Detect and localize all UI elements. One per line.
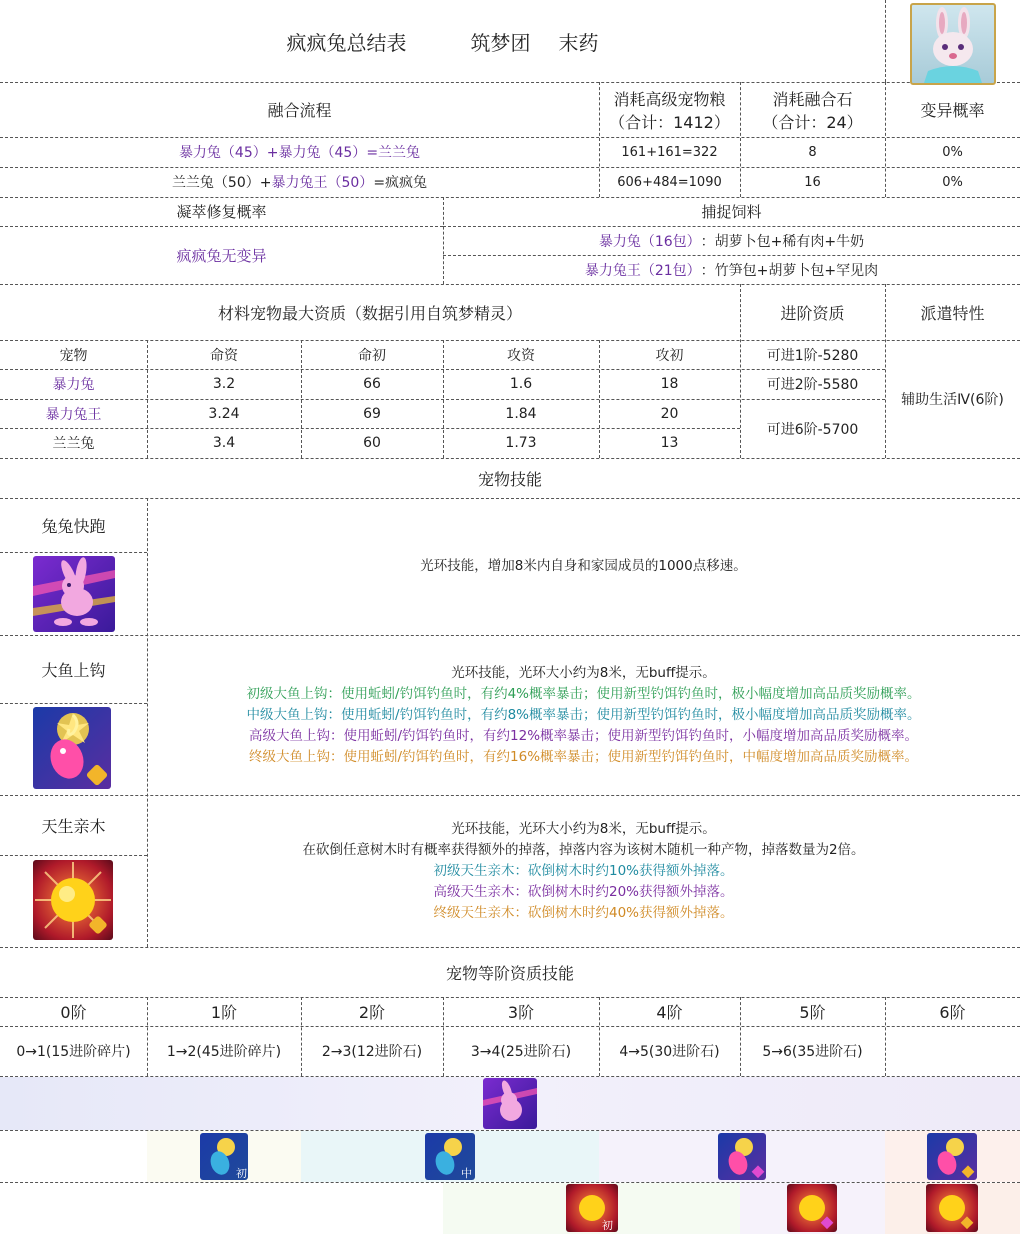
- col-header-atk-aptitude: 攻资: [507, 347, 535, 364]
- material-row-1-atk-apt: 1.6: [509, 376, 533, 392]
- material-row-1-hp-apt: 3.2: [212, 376, 236, 392]
- food-cost-header-line1: 消耗高级宠物粮: [613, 89, 726, 109]
- skill-3-line-1: 光环技能，光环大小约为8米，无buff提示。: [451, 820, 716, 837]
- crazy-rabbit-avatar-icon: [910, 3, 996, 85]
- material-row-3-atk-apt: 1.73: [505, 435, 537, 451]
- capture-food-row-1: [443, 226, 1020, 255]
- skill-2-line-4: 高级大鱼上钩：使用蚯蚓/钓饵钓鱼时，有约12%概率暴击；使用新型钓饵钓鱼时，小幅度增加高品质奖励概率。: [248, 727, 919, 744]
- stone-cost-header: [740, 82, 885, 137]
- badge-text: 中: [461, 1167, 472, 1180]
- tier-0-label: 0阶: [60, 1003, 87, 1022]
- material-row-2-atk-apt: 1.84: [505, 405, 537, 422]
- material-row-2-atk-init: 20: [660, 405, 679, 422]
- fusion-row-1-a: 暴力兔（45）+: [178, 145, 279, 161]
- dispatch-trait-value: 辅助生活Ⅳ(6阶): [901, 392, 1004, 408]
- badge-text: 初: [236, 1167, 247, 1180]
- title-main: 疯疯兔总结表: [286, 30, 407, 55]
- skill-2-line-1: 光环技能，光环大小约为8米，无buff提示。: [451, 664, 716, 681]
- badge-text: 初: [602, 1219, 613, 1232]
- skill-1-description: [147, 498, 1020, 635]
- fusion-row-2-a: 兰兰兔（50）+: [171, 175, 272, 191]
- page-title: [0, 0, 885, 82]
- tier-4-label: 4阶: [656, 1003, 683, 1022]
- skill-2-line-3: 中级大鱼上钩：使用蚯蚓/钓饵钓鱼时，有约8%概率暴击；使用新型钓饵钓鱼时，极小幅度增加高品质奖励概率。: [246, 706, 921, 723]
- food-cost-header-line2: （合计：1412）: [609, 112, 730, 132]
- fish-hook-icon: [33, 707, 111, 789]
- col-header-hp-initial: 命初: [358, 347, 386, 364]
- fusion-row-2-flow: [0, 167, 599, 197]
- title-author: 末药: [558, 30, 599, 55]
- tier-cost-3: 3→4(25进阶石): [470, 1044, 572, 1060]
- tier-cost-2: 2→3(12进阶石): [321, 1044, 423, 1060]
- skill-3-description: [147, 795, 1020, 947]
- material-row-3-atk-init: 13: [660, 435, 679, 451]
- title-team: 筑梦团: [470, 30, 531, 55]
- skill-3-line-5: 终级天生亲木：砍倒树木时约40%获得额外掉落。: [433, 904, 734, 921]
- tier-cost-4: 4→5(30进阶石): [619, 1044, 720, 1060]
- tier-6-label: 6阶: [939, 1003, 966, 1022]
- capture-food-row-2: [443, 255, 1020, 284]
- stone-cost-header-line1: 消耗融合石: [772, 89, 853, 109]
- fusion-row-1-food: 161+161=322: [621, 144, 718, 160]
- skill-1-line-1: 光环技能，增加8米内自身和家园成员的1000点移速。: [420, 558, 747, 574]
- skill-3-line-2: 在砍倒任意树木时有概率获得额外的掉落，掉落内容为该树木随机一种产物，掉落数量为2倍。: [302, 841, 865, 858]
- tier-3-label: 3阶: [507, 1003, 535, 1022]
- repair-rate-value: 疯疯兔无变异: [176, 246, 267, 265]
- capture-row-1-food: ：胡萝卜包+稀有肉+牛奶: [700, 233, 865, 250]
- col-header-pet: 宠物: [59, 347, 88, 364]
- advance-2: 可进2阶-5580: [766, 377, 859, 393]
- fusion-row-1-mutation: 0%: [942, 144, 963, 160]
- material-row-1-hp-init: 66: [363, 376, 381, 392]
- sun-wood-icon: [33, 860, 113, 940]
- material-row-1-atk-init: 18: [660, 376, 679, 392]
- fusion-row-2-mutation: 0%: [942, 174, 963, 190]
- sun-wood-icon: [787, 1184, 837, 1232]
- fish-hook-icon: [718, 1133, 766, 1180]
- skill-3-line-3: 初级天生亲木：砍倒树木时约10%获得额外掉落。: [433, 862, 734, 879]
- skill-2-name: 大鱼上钩: [41, 660, 106, 680]
- advance-6: 可进6阶-5700: [766, 421, 859, 438]
- skill-2-line-5: 终级大鱼上钩：使用蚯蚓/钓饵钓鱼时，有约16%概率暴击；使用新型钓饵钓鱼时，中幅度增加高品质奖励概率。: [248, 748, 919, 765]
- col-header-hp-aptitude: 命资: [210, 347, 238, 364]
- material-row-2-hp-init: 69: [363, 405, 381, 422]
- skill-2-description: [147, 635, 1020, 795]
- skill-3-line-4: 高级天生亲木：砍倒树木时约20%获得额外掉落。: [433, 883, 734, 900]
- stone-cost-header-line2: （合计：24）: [762, 112, 863, 132]
- capture-row-2-food: ：竹笋包+胡萝卜包+罕见肉: [700, 262, 879, 279]
- skill-2-line-2: 初级大鱼上钩：使用蚯蚓/钓饵钓鱼时，有约4%概率暴击；使用新型钓饵钓鱼时，极小幅度增加高品质奖励概率。: [246, 685, 921, 702]
- fusion-row-1-flow: [0, 137, 599, 167]
- material-row-1-name: 暴力兔: [52, 377, 95, 393]
- tier-cost-5: 5→6(35进阶石): [762, 1044, 863, 1060]
- fusion-flow-header: 融合流程: [267, 101, 332, 120]
- sun-wood-icon: [566, 1184, 618, 1232]
- sun-wood-icon: [926, 1184, 978, 1232]
- fusion-row-2-food: 606+484=1090: [617, 174, 722, 190]
- dispatch-trait-header: 派遣特性: [920, 303, 985, 323]
- capture-food-header: 捕捉饲料: [701, 203, 762, 221]
- material-row-3-hp-apt: 3.4: [212, 435, 236, 451]
- pet-skills-header: 宠物技能: [477, 469, 542, 489]
- fish-hook-icon: [200, 1133, 248, 1180]
- advance-1: 可进1阶-5280: [766, 347, 859, 364]
- running-rabbit-icon: [483, 1078, 537, 1129]
- fusion-row-2-stone: 16: [804, 174, 821, 190]
- repair-rate-header: 凝萃修复概率: [176, 203, 267, 221]
- food-cost-header: [599, 82, 740, 137]
- tier-skills-header: 宠物等阶资质技能: [445, 963, 574, 983]
- fish-hook-icon: [425, 1133, 475, 1180]
- fusion-row-1-c: =兰兰兔: [366, 145, 421, 161]
- fusion-row-1-b: 暴力兔（45）: [278, 145, 367, 161]
- tier-cost-6: [885, 1026, 1020, 1076]
- material-row-2-hp-apt: 3.24: [208, 405, 240, 422]
- skill-3-name: 天生亲木: [41, 816, 106, 836]
- skill-1-name: 兔兔快跑: [41, 516, 106, 536]
- fusion-row-2-c: =疯疯兔: [373, 175, 428, 191]
- tier-5-label: 5阶: [799, 1003, 826, 1022]
- mutation-rate-header: 变异概率: [920, 101, 985, 120]
- fusion-row-2-b: 暴力兔王（50）: [271, 175, 374, 191]
- advance-aptitude-header: 进阶资质: [780, 303, 845, 323]
- tier-1-label: 1阶: [210, 1003, 238, 1022]
- tier-2-label: 2阶: [358, 1003, 386, 1022]
- fish-hook-icon: [927, 1133, 977, 1180]
- material-header: 材料宠物最大资质（数据引用自筑梦精灵）: [217, 303, 522, 323]
- capture-row-2-pet: 暴力兔王（21包）: [584, 262, 701, 279]
- capture-row-1-pet: 暴力兔（16包）: [598, 233, 701, 250]
- tier-cost-1: 1→2(45进阶碎片): [166, 1044, 282, 1060]
- fusion-row-1-stone: 8: [808, 144, 817, 160]
- material-row-2-name: 暴力兔王: [45, 406, 102, 423]
- material-row-3-hp-init: 60: [363, 435, 381, 451]
- col-header-atk-initial: 攻初: [655, 347, 684, 364]
- running-rabbit-icon: [33, 556, 115, 632]
- tier-cost-0: 0→1(15进阶碎片): [16, 1044, 131, 1060]
- material-row-3-name: 兰兰兔: [52, 436, 95, 452]
